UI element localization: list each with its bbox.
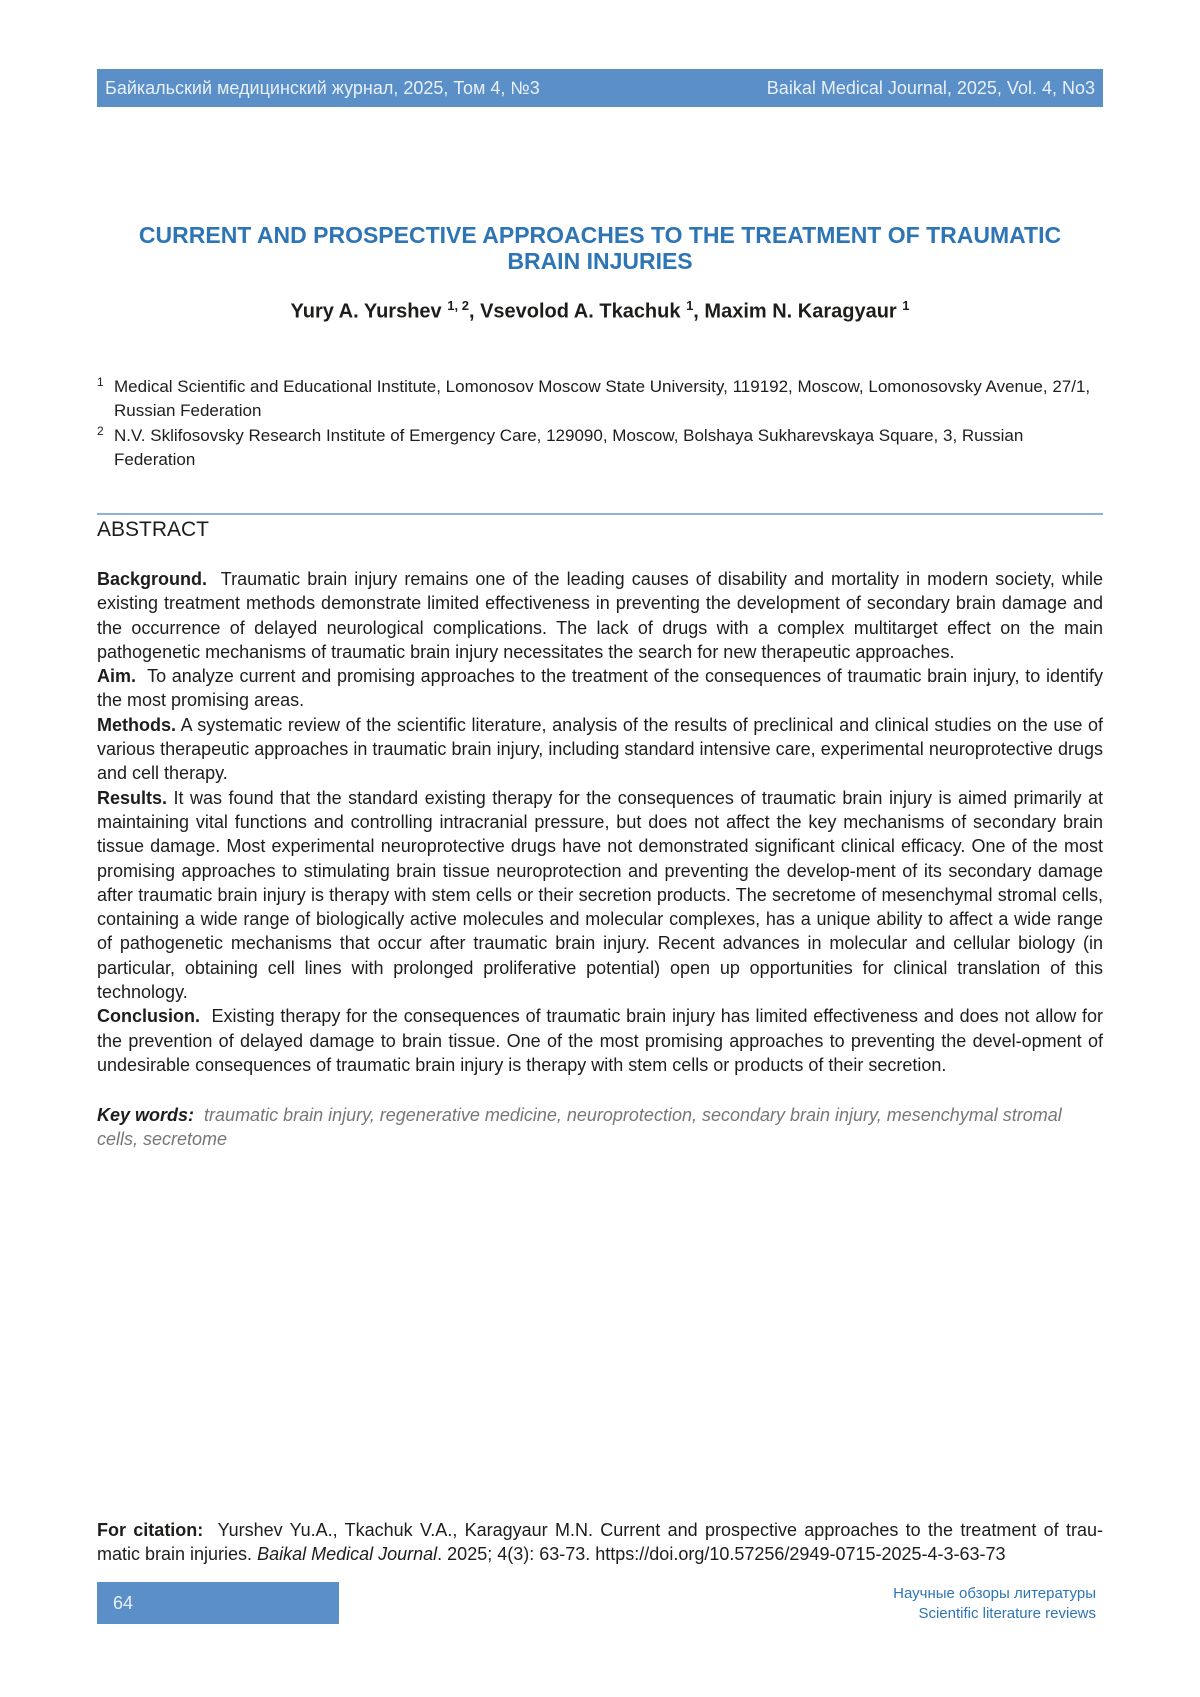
page-number-box (97, 1582, 339, 1624)
citation-details: . 2025; 4(3): 63-73. https://doi.org/10.57256/2949-0715-2025-4-3-63-73 (437, 1544, 1005, 1564)
page-number: 64 (113, 1593, 133, 1614)
abstract-conclusion (97, 1004, 1103, 1077)
abstract-section-label: Results. (97, 788, 167, 808)
article-title-line2: BRAIN INJURIES (97, 248, 1103, 274)
abstract-section-text: Existing therapy for the consequences of traumatic brain injury has limited effectiveness and does not allow for the prevention of delayed damage to brain tissue. One of the most promising approaches to preventing the devel-opment of undesirable consequences of traumatic brain injury is therapy with stem cells or products of their secretion. (97, 1006, 1103, 1075)
abstract-section-label: Conclusion. (97, 1006, 200, 1026)
citation-label: For citation: (97, 1520, 203, 1540)
authors-line: Yury A. Yurshev 1, 2, Vsevolod A. Tkachuk 1, Maxim N. Karagyaur 1 (97, 298, 1103, 324)
citation-journal: Baikal Medical Journal (257, 1544, 437, 1564)
abstract-section-text: It was found that the standard existing therapy for the consequences of traumatic brain injury is aimed primarily at maintaining vital functions and controlling intracranial pressure, but does not affect the key mechanisms of secondary brain tissue damage. Most experimental neuroprotective drugs have not demonstrated significant clinical efficacy. One of the most promising approaches to stimulating brain tissue neuroprotection and preventing the develop-ment of its secondary damage after traumatic brain injury is therapy with stem cells or their secretion products. The secretome of mesenchymal stromal cells, containing a wide range of biologically active molecules and molecular complexes, has a unique ability to affect a wide range of pathogenetic mechanisms that occur after traumatic brain injury. Recent advances in molecular and cellular biology (in particular, obtaining cell lines with prolonged proliferative potential) open up opportunities for clinical translation of this technology. (97, 788, 1103, 1002)
abstract-section-label: Background. (97, 569, 207, 589)
section-label (893, 1584, 1096, 1624)
keywords (97, 1103, 1103, 1151)
keywords-label: Key words: (97, 1105, 194, 1125)
author-name: Vsevolod A. Tkachuk (480, 301, 680, 323)
affiliation-text: N.V. Sklifosovsky Research Institute of Emergency Care, 129090, Moscow, Bolshaya Sukharevskaya Square, 3, Russian Federation (97, 424, 1103, 472)
section-label-en: Scientific literature reviews (893, 1604, 1096, 1624)
abstract-methods (97, 713, 1103, 786)
affiliation-2 (97, 424, 1103, 472)
abstract-section-label: Methods. (97, 715, 176, 735)
abstract-heading: ABSTRACT (97, 518, 209, 542)
affiliation-number: 2 (97, 419, 104, 443)
journal-header-en: Baikal Medical Journal, 2025, Vol. 4, No3 (767, 78, 1095, 99)
author-affiliation-ref: 1 (686, 298, 693, 313)
affiliation-number: 1 (97, 370, 104, 394)
abstract-body (97, 567, 1103, 1077)
journal-header-ru: Байкальский медицинский журнал, 2025, Том 4, №3 (105, 78, 540, 99)
citation (97, 1518, 1103, 1566)
abstract-section-text: A systematic review of the scientific literature, analysis of the results of preclinical and clinical studies on the use of various therapeutic approaches in traumatic brain injury, including standard intensive care, experimental neuroprotective drugs and cell therapy. (97, 715, 1103, 784)
affiliation-text: Medical Scientific and Educational Institute, Lomonosov Moscow State University, 119192, Moscow, Lomonosovsky Avenue, 27/1, Russian Federation (97, 375, 1103, 423)
abstract-section-text: Traumatic brain injury remains one of the leading causes of disability and mortality in modern society, while existing treatment methods demonstrate limited effectiveness in preventing the development of secondary brain damage and the occurrence of delayed neurological complications. The lack of drugs with a complex multitarget effect on the main pathogenetic mechanisms of traumatic brain injury necessitates the search for new therapeutic approaches. (97, 569, 1103, 662)
abstract-aim (97, 664, 1103, 713)
abstract-section-label: Aim. (97, 666, 136, 686)
journal-header-bar (97, 69, 1103, 107)
abstract-background (97, 567, 1103, 664)
article-title-line1: CURRENT AND PROSPECTIVE APPROACHES TO THE TREATMENT OF TRAUMATIC (97, 222, 1103, 248)
article-title (97, 222, 1103, 274)
author-name: Yury A. Yurshev (290, 301, 441, 323)
abstract-section-text: To analyze current and promising approaches to the treatment of the consequences of traumatic brain injury, to identify the most promising areas. (97, 666, 1103, 710)
author-affiliation-ref: 1, 2 (447, 298, 469, 313)
abstract-results (97, 786, 1103, 1005)
keywords-text: traumatic brain injury, regenerative medicine, neuroprotection, secondary brain injury, mesenchymal stromal cells, secretome (97, 1105, 1062, 1149)
section-divider (97, 513, 1103, 515)
section-label-ru: Научные обзоры литературы (893, 1584, 1096, 1604)
affiliation-1 (97, 375, 1103, 423)
citation-text: Yurshev Yu.A., Tkachuk V.A., Karagyaur M.N. Current and prospective approaches to the treatment of trau-matic brain injuries. (97, 1520, 1103, 1564)
author-affiliation-ref: 1 (902, 298, 909, 313)
author-name: Maxim N. Karagyaur (704, 301, 896, 323)
